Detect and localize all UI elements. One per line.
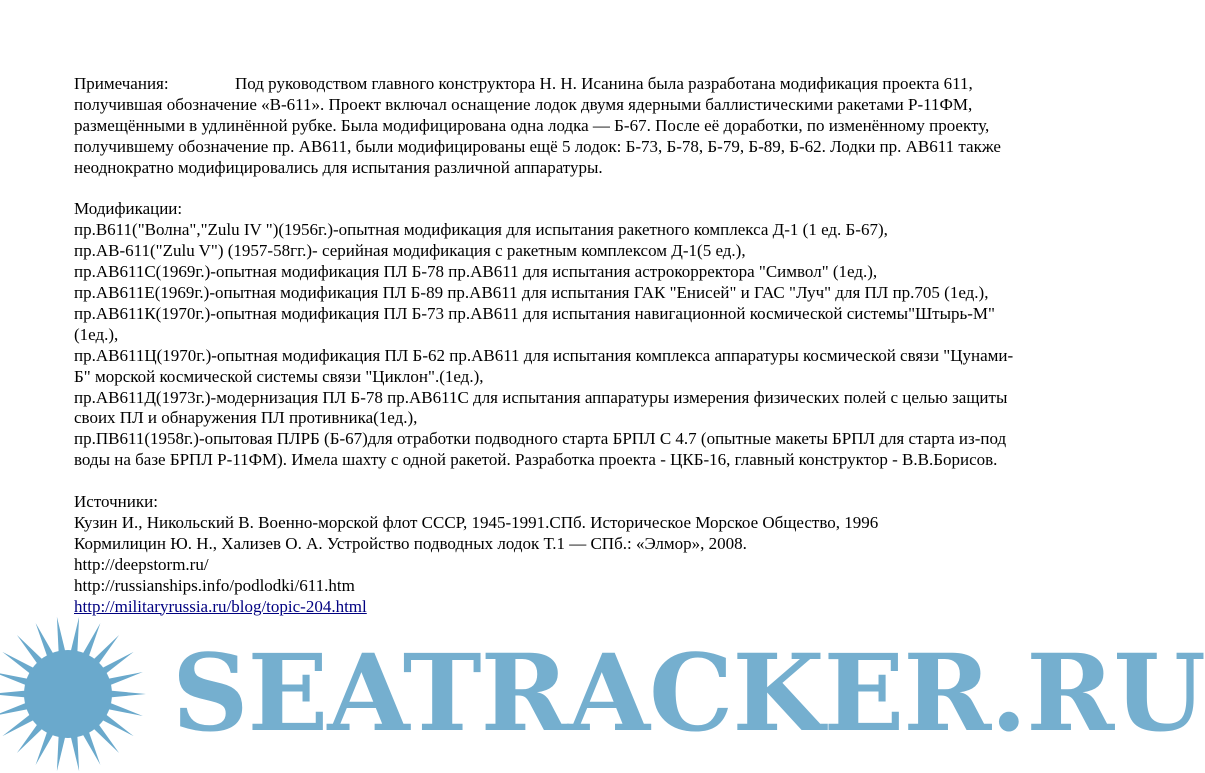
sun-ray [91, 722, 119, 753]
source-item: Кормилицин Ю. Н., Хализев О. А. Устройство подводных лодок Т.1 — СПб.: «Элмор», 2008. [74, 533, 747, 553]
modification-item: пр.АВ611Д(1973г.)-модернизация ПЛ Б-78 пр.АВ611С для испытания аппаратуры измерения физических полей с целью защиты своих ПЛ и обнаружения ПЛ противника(1ед.), [74, 387, 1008, 428]
sun-ray [100, 652, 134, 676]
source-item: http://deepstorm.ru/ [74, 554, 209, 574]
sun-ray [57, 617, 66, 655]
sun-ray [70, 617, 79, 655]
spacer [74, 471, 1024, 492]
sun-ray [2, 652, 36, 676]
sun-icon [0, 616, 160, 773]
sun-ray [0, 672, 31, 686]
sun-ray [17, 635, 45, 666]
sun-ray [81, 729, 100, 765]
modification-item: пр.АВ-611("Zulu V") (1957-58гг.)- серийная модификация с ракетным комплексом Д-1(5 ед.), [74, 241, 746, 261]
sun-ray [100, 713, 134, 737]
sun-ray [81, 623, 100, 659]
modification-item: пр.В611("Волна","Zulu IV ")(1956г.)-опытная модификация для испытания ракетного комплекса Д-1 (1 ед. Б-67), [74, 220, 888, 240]
sun-ray [105, 672, 143, 686]
modification-item: пр.АВ611Ц(1970г.)-опытная модификация ПЛ Б-62 пр.АВ611 для испытания комплекса аппаратуры космической связи "Цунами-Б" морской космической системы связи "Циклон".(1ед.), [74, 345, 1014, 386]
modification-item: пр.АВ611К(1970г.)-опытная модификация ПЛ Б-73 пр.АВ611 для испытания навигационной космической системы"Штырь-М"(1ед.), [74, 303, 995, 344]
watermark [0, 616, 1205, 773]
modification-item: пр.ПВ611(1958г.)-опытовая ПЛРБ (Б-67)для отработки подводного старта БРПЛ С 4.7 (опытные макеты БРПЛ для старта из-под воды на базе БРПЛ Р-11ФМ). Имела шахту с одной ракетой. Разработка проекта - ЦКБ-16, главный конструктор - В.В.Борисов. [74, 429, 1007, 470]
sun-ray [108, 690, 146, 697]
watermark-text: SEATRACKER.RU [172, 630, 1205, 755]
sun-ray [70, 733, 79, 771]
sun-ray [57, 733, 66, 771]
notes-label: Примечания: [74, 74, 169, 93]
modifications-label: Модификации: [74, 199, 183, 219]
sun-ray [0, 690, 28, 697]
source-item: Кузин И., Никольский В. Военно-морской флот СССР, 1945-1991.СПб. Историческое Морское Общество, 1996 [74, 513, 879, 532]
notes-text: Под руководством главного конструктора Н. Н. Исанина была разработана модификация проекта 611, получившая обозначение «В-611». Проект включал оснащение лодок двумя ядерными баллистическими ракетами Р-11ФМ, размещёнными в удлинённой рубке. Была модифицирована одна лодка — Б-67. После её доработки, по изменённому проекту, получившему обозначение пр. АВ611, были модифицированы ещё 5 лодок: Б-73, Б-78, Б-79, Б-89, Б-62. Лодки пр. АВ611 также неоднократно модифицировались для испытания различной аппаратуры. [74, 74, 1001, 177]
sun-ray [105, 702, 143, 716]
sun-ray [91, 635, 119, 666]
notes-paragraph [74, 74, 1024, 179]
sun-ray [0, 702, 31, 716]
sources-label: Источники: [74, 492, 158, 512]
document-body [74, 74, 1024, 618]
modification-item: пр.АВ611С(1969г.)-опытная модификация ПЛ Б-78 пр.АВ611 для испытания астрокорректора "Символ" (1ед.), [74, 262, 878, 282]
sun-ray [36, 729, 55, 765]
sun-ray [2, 713, 36, 737]
source-item: http://russianships.info/podlodki/611.htm [74, 575, 355, 595]
sun-ray [36, 623, 55, 659]
sun-ray [17, 722, 45, 753]
spacer [74, 179, 1024, 200]
modification-item: пр.АВ611Е(1969г.)-опытная модификация ПЛ Б-89 пр.АВ611 для испытания ГАК "Енисей" и ГАС "Луч" для ПЛ пр.705 (1ед.), [74, 283, 989, 303]
source-link[interactable]: http://militaryrussia.ru/blog/topic-204.html [74, 596, 367, 616]
